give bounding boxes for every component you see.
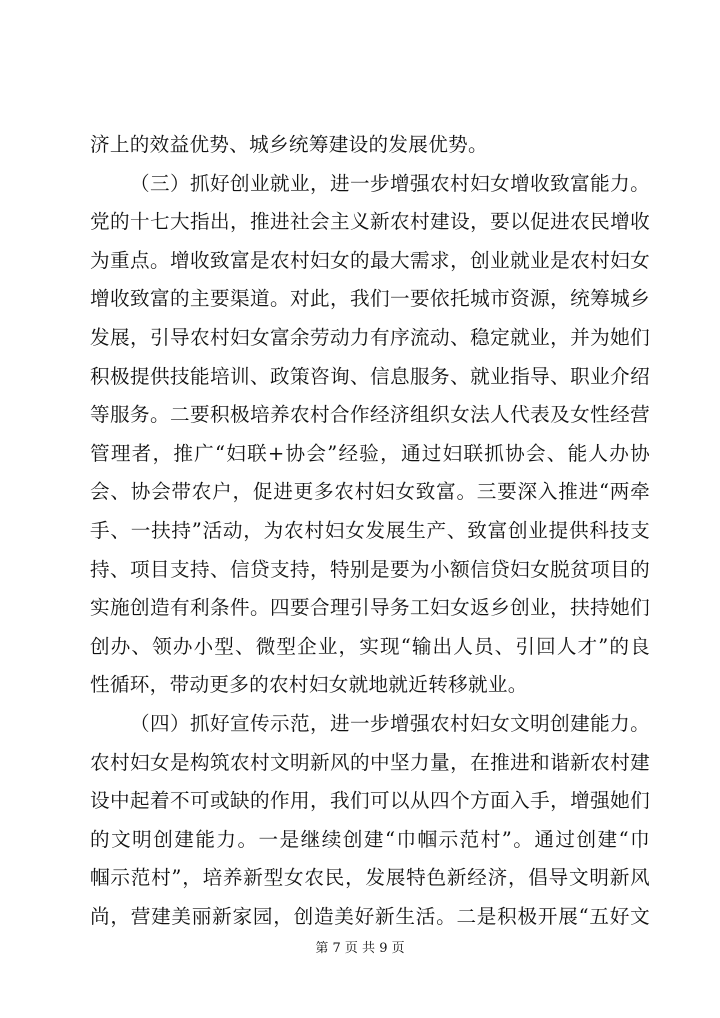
section-heading-three: （三）抓好创业就业，进一步增强农村妇女增收致富能力。 (130, 171, 650, 195)
text-line: 为重点。增收致富是农村妇女的最大需求，创业就业是农村妇女 (90, 248, 650, 272)
text-line: 尚，营建美丽新家园，创造美好新生活。二是积极开展“五好文 (90, 904, 650, 928)
body-text (90, 126, 650, 936)
text-line: 帼示范村”，培养新型女农民，发展特色新经济，倡导文明新风 (90, 866, 650, 890)
text-line: 管理者，推广“妇联+协会”经验，通过妇联抓协会、能人办协 (90, 441, 650, 465)
text-line: 会、协会带农户，促进更多农村妇女致富。三要深入推进“两牵 (90, 480, 650, 504)
text-line: 设中起着不可或缺的作用，我们可以从四个方面入手，增强她们 (90, 789, 650, 813)
text-line: 农村妇女是构筑农村文明新风的中坚力量，在推进和谐新农村建 (90, 750, 650, 774)
text-line: 手、一扶持”活动，为农村妇女发展生产、致富创业提供科技支 (90, 518, 650, 542)
text-line: 增收致富的主要渠道。对此，我们一要依托城市资源，统筹城乡 (90, 287, 650, 311)
text-line: 性循环，带动更多的农村妇女就地就近转移就业。 (90, 673, 528, 697)
text-line: 积极提供技能培训、政策咨询、信息服务、就业指导、职业介绍 (90, 364, 650, 388)
text-line: 创办、领办小型、微型企业，实现“输出人员、引回人才”的良 (90, 634, 650, 658)
text-line: 发展，引导农村妇女富余劳动力有序流动、稳定就业，并为她们 (90, 325, 650, 349)
text-line: 持、项目支持、信贷支持，特别是要为小额信贷妇女脱贫项目的 (90, 557, 650, 581)
text-line: 的文明创建能力。一是继续创建“巾帼示范村”。通过创建“巾 (90, 827, 650, 851)
text-line: 党的十七大指出，推进社会主义新农村建设，要以促进农民增收 (90, 210, 650, 234)
text-line: 等服务。二要积极培养农村合作经济组织女法人代表及女性经营 (90, 403, 650, 427)
page-number-footer: 第 7 页 共 9 页 (315, 941, 405, 956)
text-line: 实施创造有利条件。四要合理引导务工妇女返乡创业，扶持她们 (90, 596, 650, 620)
section-heading-four: （四）抓好宣传示范，进一步增强农村妇女文明创建能力。 (130, 711, 650, 735)
text-line: 济上的效益优势、城乡统筹建设的发展优势。 (90, 133, 488, 156)
